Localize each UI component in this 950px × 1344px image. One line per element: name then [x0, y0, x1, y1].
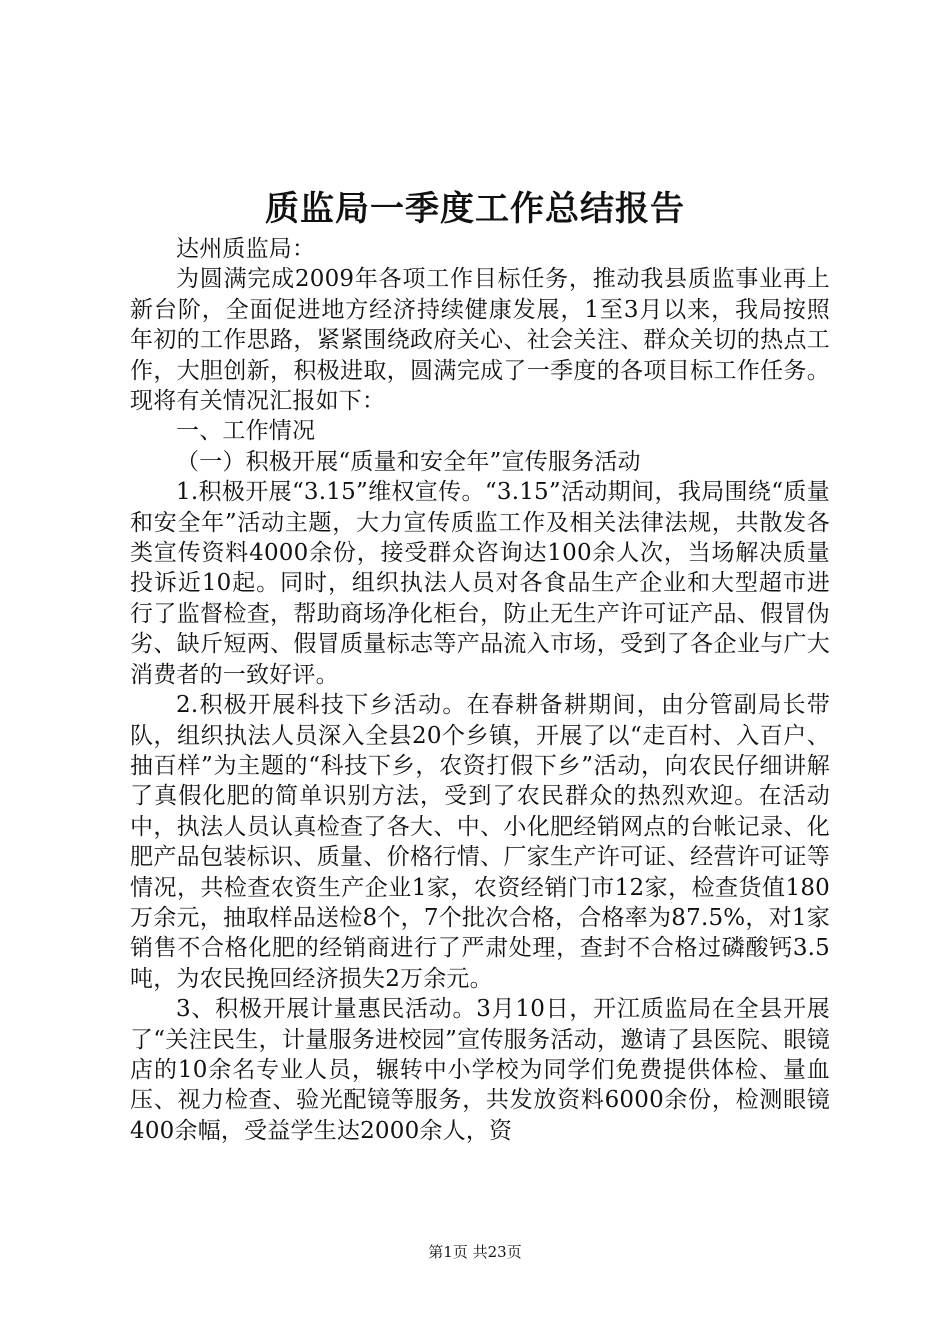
- document-title: 质监局一季度工作总结报告: [265, 189, 685, 229]
- salutation: 达州质监局：: [176, 236, 316, 262]
- paragraph-item-3: 3、积极开展计量惠民活动。3月10日，开江质监局在全县开展了“关注民生，计量服务进校园”宣传服务活动，邀请了县医院、眼镜店的10余名专业人员，辗转中小学校为同学们免费提供体检、量血压、视力检查、验光配镜等服务，共发放资料6000余份，检测眼镜400余幅，受益学生达2000余人，资: [130, 996, 830, 1144]
- paragraph-item-2: 2.积极开展科技下乡活动。在春耕备耕期间，由分管副局长带队，组织执法人员深入全县20个乡镇，开展了以“走百村、入百户、抽百样”为主题的“科技下乡，农资打假下乡”活动，向农民仔细讲解了真假化肥的简单识别方法，受到了农民群众的热烈欢迎。在活动中，执法人员认真检查了各大、中、小化肥经销网点的台帐记录、化肥产品包装标识、质量、价格行情、厂家生产许可证、经营许可证等情况，共检查农资生产企业1家，农资经销门市12家，检查货值180万余元，抽取样品送检8个，7个批次合格，合格率为87.5%，对1家销售不合格化肥的经销商进行了严肃处理，查封不合格过磷酸钙3.5吨，为农民挽回经济损失2万余元。: [130, 692, 830, 992]
- section-heading: 一、工作情况: [176, 418, 316, 445]
- page-footer: 第1页 共23页: [428, 1243, 522, 1261]
- intro-paragraph: 为圆满完成2009年各项工作目标任务，推动我县质监事业再上新台阶，全面促进地方经济持续健康发展，1至3月以来，我局按照年初的工作思路，紧紧围绕政府关心、社会关注、群众关切的热点工作，大胆创新，积极进取，圆满完成了一季度的各项目标工作任务。现将有关情况汇报如下：: [130, 266, 830, 415]
- paragraph-item-1: 1.积极开展“3.15”维权宣传。“3.15”活动期间，我局围绕“质量和安全年”活动主题，大力宣传质监工作及相关法律法规，共散发各类宣传资料4000余份，接受群众咨询达100余人次，当场解决质量投诉近10起。同时，组织执法人员对各食品生产企业和大型超市进行了监督检查，帮助商场净化柜台，防止无生产许可证产品、假冒伪劣、缺斤短两、假冒质量标志等产品流入市场，受到了各企业与广大消费者的一致好评。: [130, 479, 830, 688]
- document-body: [130, 234, 830, 1146]
- subsection-heading: （一）积极开展“质量和安全年”宣传服务活动: [176, 448, 641, 475]
